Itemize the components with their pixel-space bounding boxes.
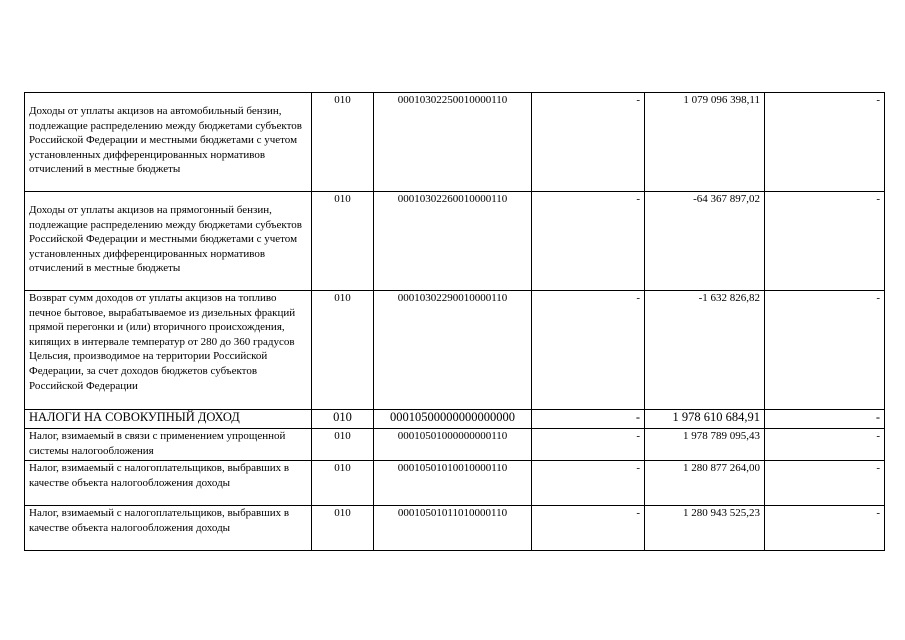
unexecuted-cell: - [765, 506, 885, 551]
line-code-cell: 010 [312, 506, 374, 551]
budget-code-cell: 00010302290010000110 [374, 291, 532, 410]
approved-cell: - [532, 291, 645, 410]
unexecuted-cell: - [765, 192, 885, 291]
budget-code-cell: 00010501010010000110 [374, 461, 532, 506]
table-row [25, 429, 885, 461]
line-code-cell: 010 [312, 93, 374, 192]
income-name: Доходы от уплаты акцизов на автомобильный бензин, подлежащие распределению между бюджетами субъектов Российской Федерации и местными бюджетами с учетом установленных дифференцированных нормативов отчислений в местные бюджеты [29, 105, 302, 176]
executed-cell: 1 280 943 525,23 [645, 506, 765, 551]
section-title: НАЛОГИ НА СОВОКУПНЫЙ ДОХОД [25, 410, 312, 429]
budget-code-cell: 00010302250010000110 [374, 93, 532, 192]
income-name-cell [25, 192, 312, 291]
approved-cell: - [532, 461, 645, 506]
approved-cell: - [532, 506, 645, 551]
executed-cell: 1 978 610 684,91 [645, 410, 765, 429]
executed-cell: 1 280 877 264,00 [645, 461, 765, 506]
table-row [25, 506, 885, 551]
budget-code-cell: 00010302260010000110 [374, 192, 532, 291]
table-row [25, 93, 885, 192]
line-code-cell: 010 [312, 291, 374, 410]
budget-code-cell: 00010501000000000110 [374, 429, 532, 461]
unexecuted-cell: - [765, 291, 885, 410]
approved-cell: - [532, 429, 645, 461]
unexecuted-cell: - [765, 93, 885, 192]
line-code-cell: 010 [312, 429, 374, 461]
executed-cell: -1 632 826,82 [645, 291, 765, 410]
line-code-cell: 010 [312, 410, 374, 429]
table-row [25, 461, 885, 506]
approved-cell: - [532, 192, 645, 291]
income-name-cell: Возврат сумм доходов от уплаты акцизов на топливо печное бытовое, вырабатываемое из дизельных фракций прямой перегонки и (или) вторичного происхождения, кипящих в интервале температур от 280 до 360 градусов Цельсия, производимое на территории Российской Федерации, за счет доходов бюджетов субъектов Российской Федерации [25, 291, 312, 410]
budget-code-cell: 00010501011010000110 [374, 506, 532, 551]
income-name-cell [25, 93, 312, 192]
unexecuted-cell: - [765, 429, 885, 461]
income-name-cell: Налог, взимаемый в связи с применением упрощенной системы налогообложения [25, 429, 312, 461]
table-row [25, 291, 885, 410]
line-code-cell: 010 [312, 192, 374, 291]
table-row [25, 192, 885, 291]
section-row [25, 410, 885, 429]
income-name: Доходы от уплаты акцизов на прямогонный бензин, подлежащие распределению между бюджетами субъектов Российской Федерации и местными бюджетами с учетом установленных дифференцированных нормативов отчислений в местные бюджеты [29, 204, 302, 275]
executed-cell: 1 978 789 095,43 [645, 429, 765, 461]
executed-cell: 1 079 096 398,11 [645, 93, 765, 192]
unexecuted-cell: - [765, 461, 885, 506]
income-name-cell: Налог, взимаемый с налогоплательщиков, выбравших в качестве объекта налогообложения доходы [25, 506, 312, 551]
unexecuted-cell: - [765, 410, 885, 429]
income-name-cell: Налог, взимаемый с налогоплательщиков, выбравших в качестве объекта налогообложения доходы [25, 461, 312, 506]
approved-cell: - [532, 410, 645, 429]
executed-cell: -64 367 897,02 [645, 192, 765, 291]
income-report-table [24, 92, 885, 551]
approved-cell: - [532, 93, 645, 192]
budget-code-cell: 00010500000000000000 [374, 410, 532, 429]
line-code-cell: 010 [312, 461, 374, 506]
